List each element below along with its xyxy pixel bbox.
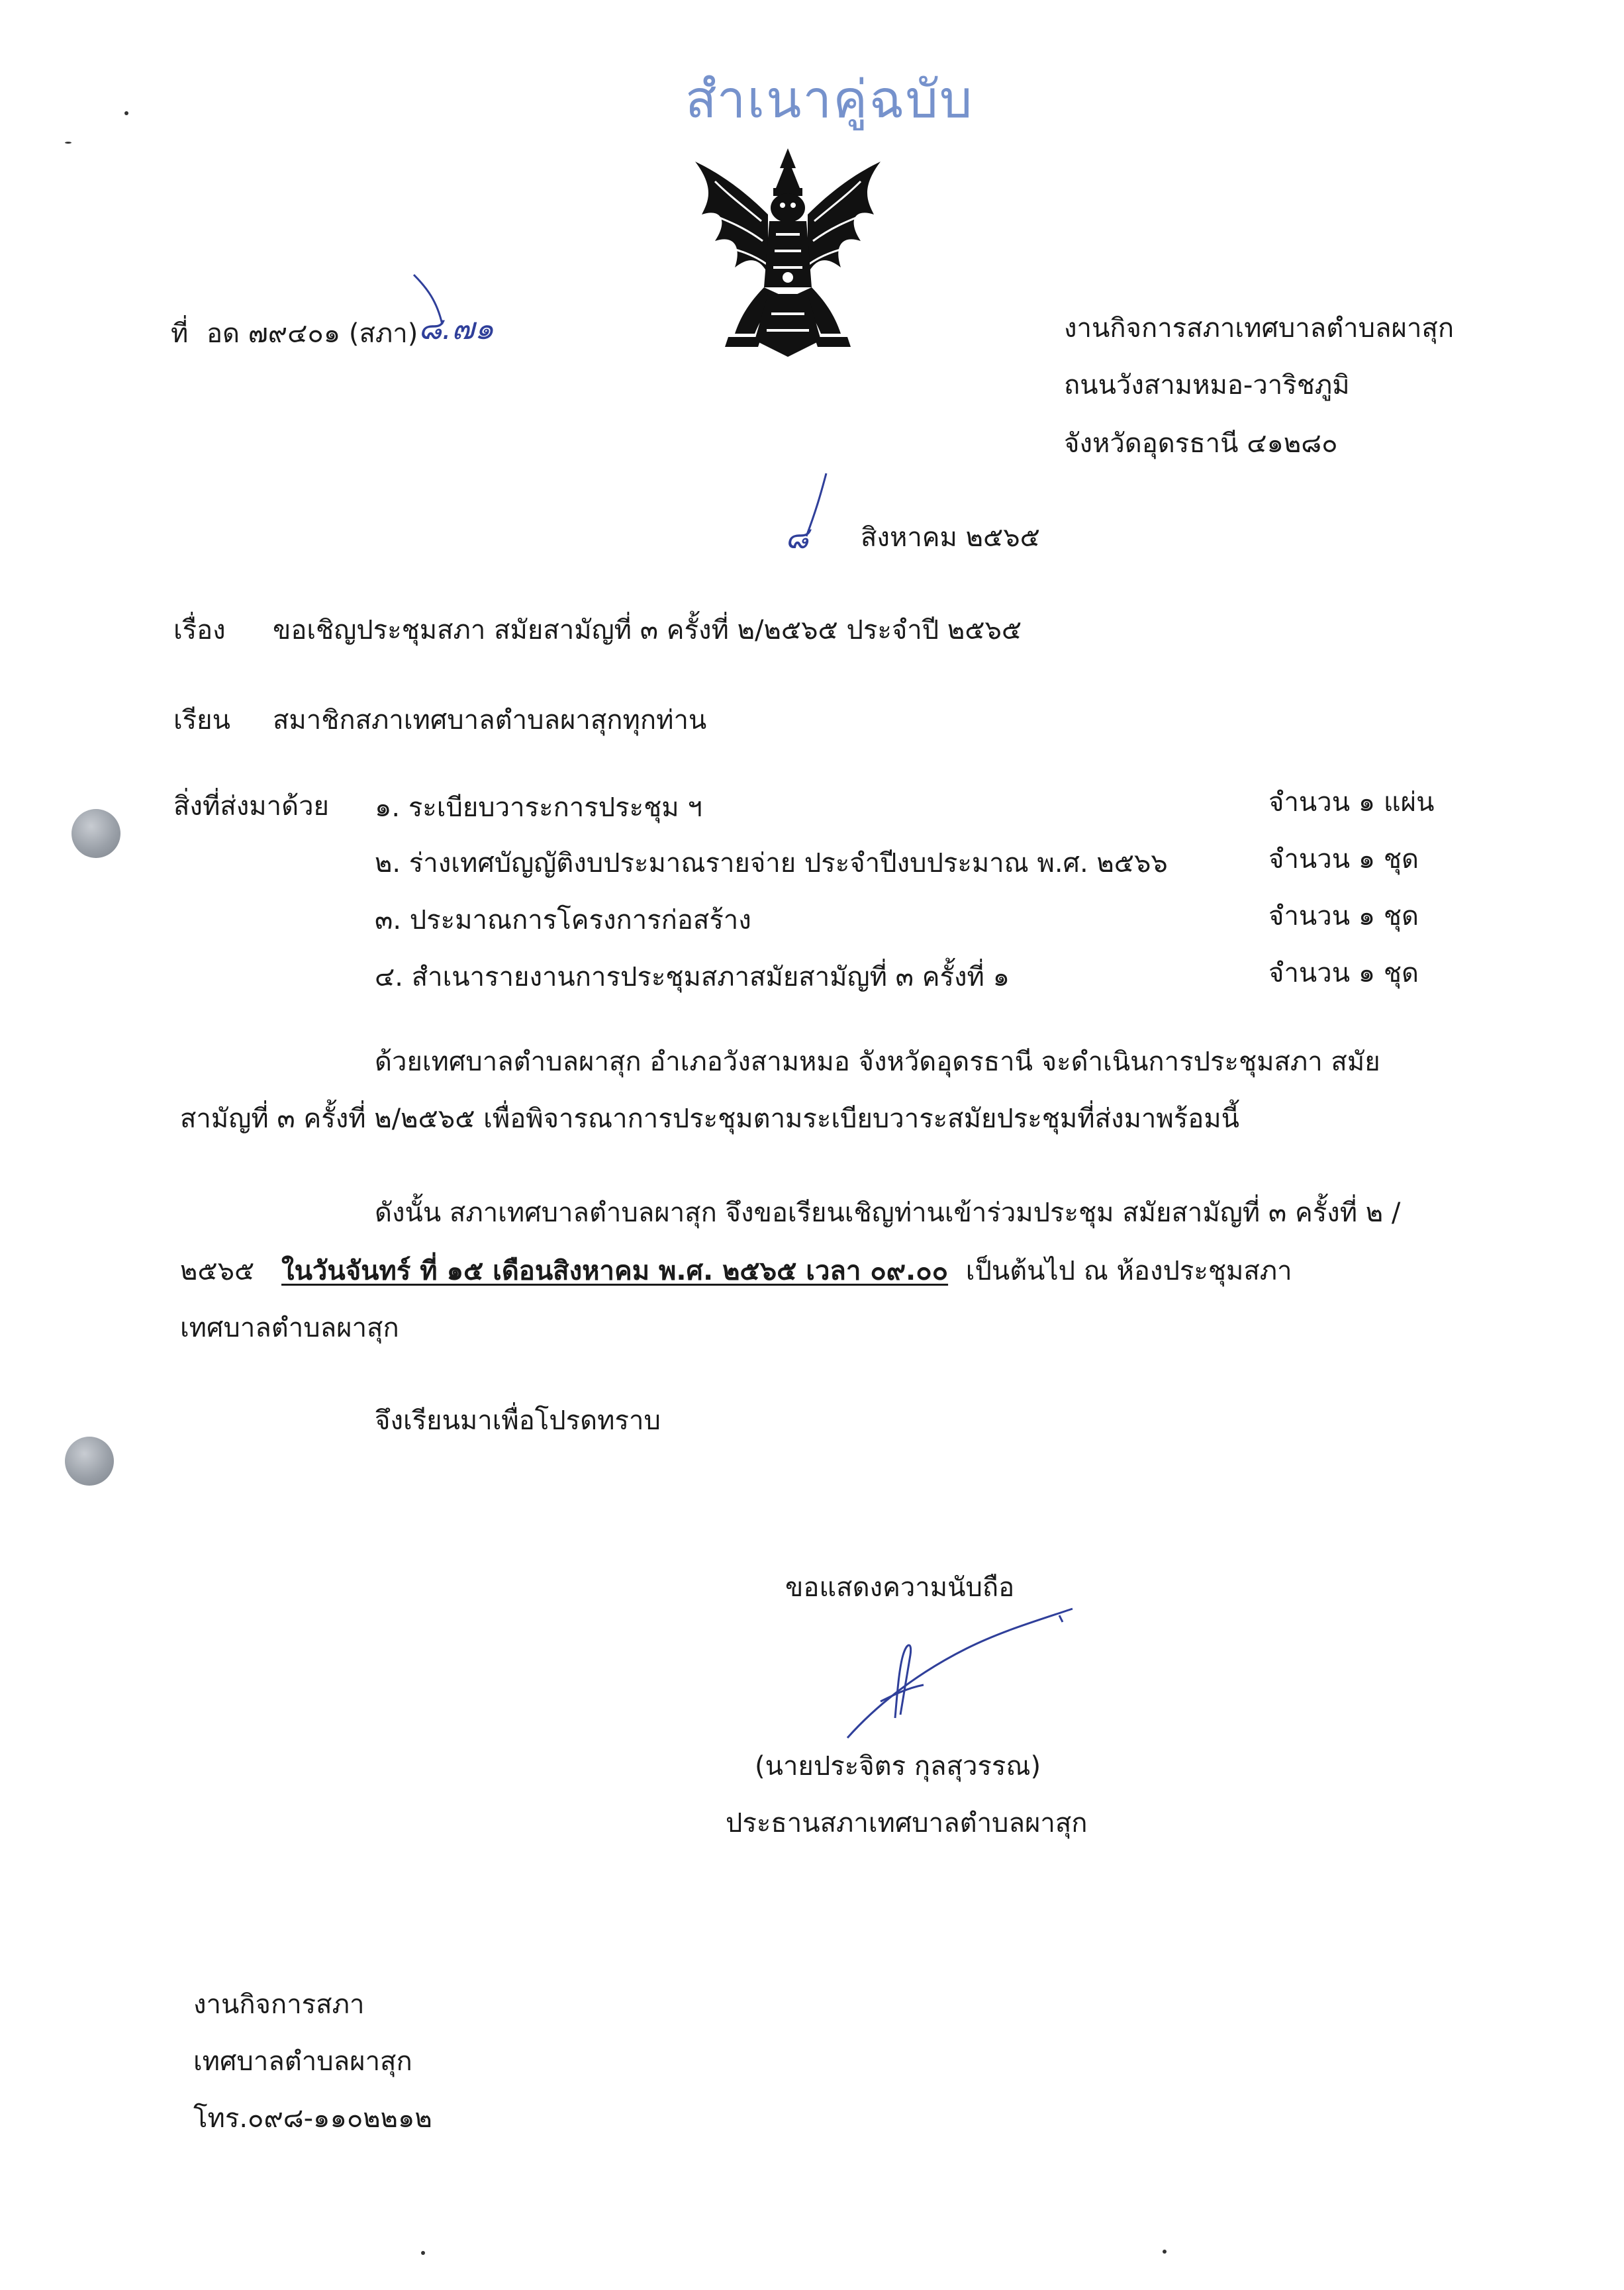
sender-address-line1: งานกิจการสภาเทศบาลตำบลผาสุก bbox=[1064, 313, 1455, 344]
footer-line1: งานกิจการสภา bbox=[193, 1989, 365, 2020]
enclosure-item: ๒. ร่างเทศบัญญัติงบประมาณรายจ่าย ประจำปีงบประมาณ พ.ศ. ๒๕๖๖ bbox=[375, 848, 1168, 879]
recipient-label: เรียน bbox=[173, 705, 230, 736]
paragraph2-venue: เป็นต้นไป ณ ห้องประชุมสภา bbox=[965, 1256, 1292, 1286]
garuda-emblem-icon bbox=[689, 142, 887, 367]
ref-handwritten-stroke-icon bbox=[410, 271, 450, 334]
enclosure-qty: จำนวน ๑ ชุด bbox=[1268, 844, 1419, 875]
scan-speck bbox=[124, 111, 128, 115]
ref-prefix: ที่ bbox=[171, 318, 189, 349]
scan-speck bbox=[65, 142, 72, 144]
sender-address-line3: จังหวัดอุดรธานี ๔๑๒๘๐ bbox=[1064, 428, 1338, 459]
enclosures-label: สิ่งที่ส่งมาด้วย bbox=[173, 791, 329, 822]
subject-text: ขอเชิญประชุมสภา สมัยสามัญที่ ๓ ครั้งที่ ๒/๒๕๖๕ ประจำปี ๒๕๖๕ bbox=[273, 615, 1022, 645]
enclosure-item: ๓. ประมาณการโครงการก่อสร้าง bbox=[375, 905, 751, 935]
enclosure-qty: จำนวน ๑ แผ่น bbox=[1268, 787, 1435, 818]
scan-speck bbox=[421, 2251, 425, 2255]
footer-line2: เทศบาลตำบลผาสุก bbox=[193, 2046, 412, 2077]
punch-hole bbox=[65, 1437, 114, 1486]
ref-number: อด ๗๙๔๐๑ (สภา) bbox=[207, 318, 418, 349]
enclosure-qty: จำนวน ๑ ชุด bbox=[1268, 901, 1419, 931]
sender-address-line2: ถนนวังสามหมอ-วาริชภูมิ bbox=[1064, 370, 1350, 401]
scan-speck bbox=[1163, 2250, 1167, 2254]
enclosure-qty: จำนวน ๑ ชุด bbox=[1268, 958, 1419, 988]
signature-icon bbox=[834, 1602, 1086, 1750]
recipient-text: สมาชิกสภาเทศบาลตำบลผาสุกทุกท่าน bbox=[273, 705, 707, 736]
date-day-handwritten: ๘ bbox=[785, 520, 809, 555]
body-paragraph3: จึงเรียนมาเพื่อโปรดทราบ bbox=[375, 1406, 661, 1436]
meeting-date-time: ในวันจันทร์ ที่ ๑๕ เดือนสิงหาคม พ.ศ. ๒๕๖๕ เวลา ๐๙.๐๐ bbox=[281, 1256, 949, 1286]
body-paragraph2-line1: ดังนั้น สภาเทศบาลตำบลผาสุก จึงขอเรียนเชิญท่านเข้าร่วมประชุม สมัยสามัญที่ ๓ ครั้งที่ ๒ / bbox=[375, 1198, 1401, 1228]
footer-line3: โทร.๐๙๘-๑๑๐๒๒๑๒ bbox=[193, 2103, 432, 2134]
body-paragraph2-line2 bbox=[180, 1254, 1292, 1288]
enclosure-item: ๔. สำเนารายงานการประชุมสภาสมัยสามัญที่ ๓ ครั้งที่ ๑ bbox=[375, 962, 1010, 992]
punch-hole bbox=[72, 809, 120, 858]
body-paragraph1-line1: ด้วยเทศบาลตำบลผาสุก อำเภอวังสามหมอ จังหวัดอุดรธานี จะดำเนินการประชุมสภา สมัย bbox=[375, 1047, 1380, 1077]
body-paragraph2-line3: เทศบาลตำบลผาสุก bbox=[180, 1313, 399, 1343]
paragraph2-year: ๒๕๖๕ bbox=[180, 1256, 255, 1286]
ref-handwritten-number: ๘.๗๑ bbox=[418, 310, 494, 346]
signatory-name: (นายประจิตร กุลสุวรรณ) bbox=[755, 1751, 1041, 1782]
date-month-year: สิงหาคม ๒๕๖๕ bbox=[861, 522, 1040, 553]
subject-label: เรื่อง bbox=[173, 615, 226, 645]
signatory-position: ประธานสภาเทศบาลตำบลผาสุก bbox=[726, 1808, 1088, 1838]
enclosure-item: ๑. ระเบียบวาระการประชุม ฯ bbox=[375, 792, 702, 823]
body-paragraph1-line2: สามัญที่ ๓ ครั้งที่ ๒/๒๕๖๕ เพื่อพิจารณาการประชุมตามระเบียบวาระสมัยประชุมที่ส่งมาพร้อมนี้ bbox=[180, 1104, 1239, 1134]
copy-stamp: สำเนาคู่ฉบับ bbox=[685, 70, 974, 130]
closing-regards: ขอแสดงความนับถือ bbox=[785, 1572, 1015, 1603]
